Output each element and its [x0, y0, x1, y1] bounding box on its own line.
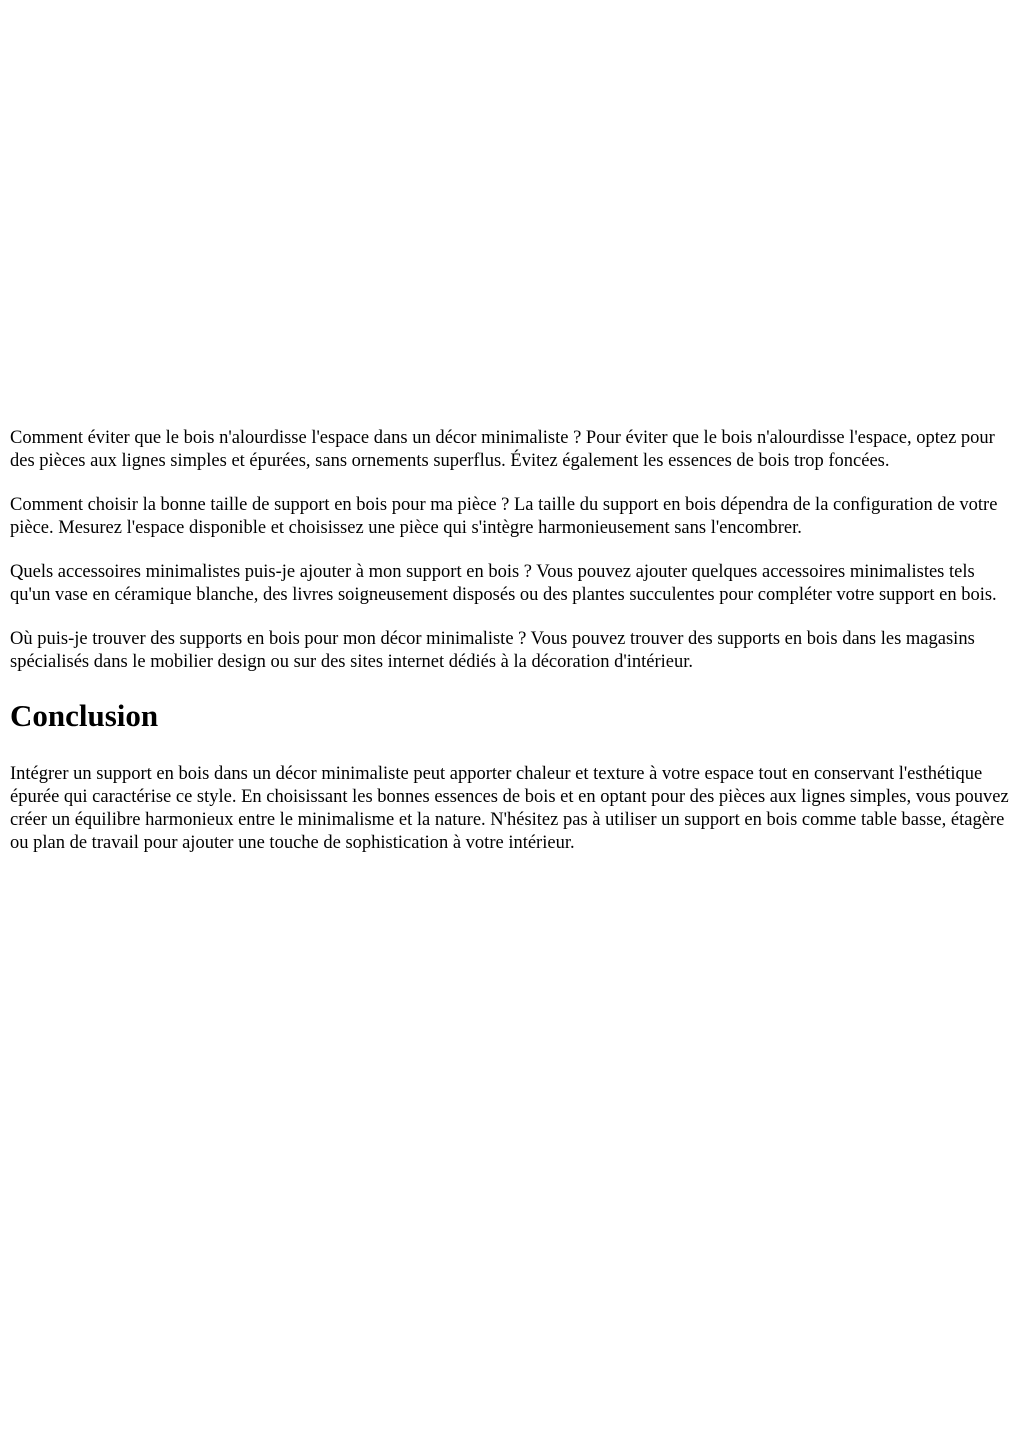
- faq-paragraph: Quels accessoires minimalistes puis-je ajouter à mon support en bois ? Vous pouvez ajouter quelques accessoires minimalistes tels qu'un vase en céramique blanche, des livres soigneusement disposés ou des plantes succulentes pour compléter votre support en bois.: [10, 562, 997, 605]
- conclusion-heading: Conclusion: [10, 698, 159, 733]
- conclusion-paragraph: Intégrer un support en bois dans un décor minimaliste peut apporter chaleur et texture à votre espace tout en conservant l'esthétique épurée qui caractérise ce style. En choisissant les bonnes essences de bois et en optant pour des pièces aux lignes simples, vous pouvez créer un équilibre harmonieux entre le minimalisme et la nature. N'hésitez pas à utiliser un support en bois comme table basse, étagère ou plan de travail pour ajouter une touche de sophistication à votre intérieur.: [10, 764, 1009, 853]
- article-content: [10, 427, 1014, 855]
- faq-paragraph: Où puis-je trouver des supports en bois pour mon décor minimaliste ? Vous pouvez trouver des supports en bois dans les magasins spécialisés dans le mobilier design ou sur des sites internet dédiés à la décoration d'intérieur.: [10, 629, 975, 672]
- faq-paragraph: Comment éviter que le bois n'alourdisse l'espace dans un décor minimaliste ? Pour éviter que le bois n'alourdisse l'espace, optez pour des pièces aux lignes simples et épurées, sans ornements superflus. Évitez également les essences de bois trop foncées.: [10, 428, 995, 471]
- faq-paragraph: Comment choisir la bonne taille de support en bois pour ma pièce ? La taille du support en bois dépendra de la configuration de votre pièce. Mesurez l'espace disponible et choisissez une pièce qui s'intègre harmonieusement sans l'encombrer.: [10, 495, 998, 538]
